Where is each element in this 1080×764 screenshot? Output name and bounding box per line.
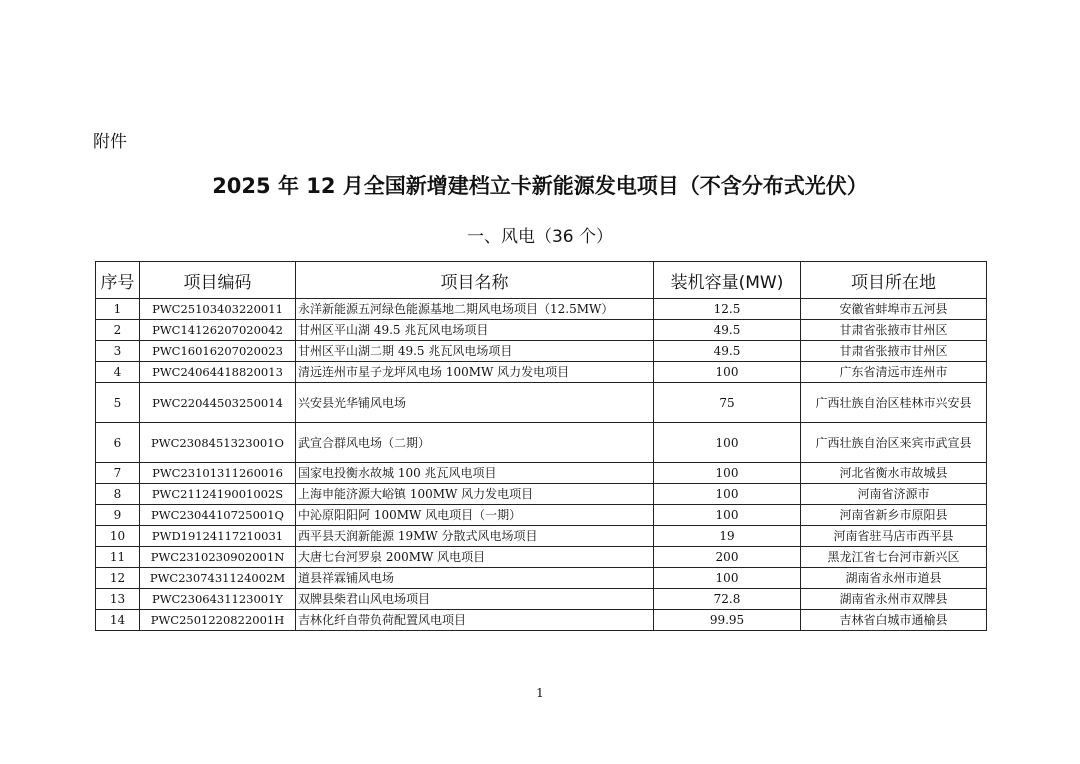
table-row bbox=[96, 299, 987, 320]
table-row bbox=[96, 547, 987, 568]
cell-serial-number: 10 bbox=[96, 526, 140, 547]
cell-location: 河北省衡水市故城县 bbox=[801, 463, 987, 484]
cell-capacity: 100 bbox=[654, 505, 801, 526]
cell-project-name: 大唐七台河罗泉 200MW 风电项目 bbox=[296, 547, 654, 568]
cell-serial-number: 12 bbox=[96, 568, 140, 589]
cell-project-code: PWC23101311260016 bbox=[140, 463, 296, 484]
cell-serial-number: 4 bbox=[96, 362, 140, 383]
cell-location: 甘肃省张掖市甘州区 bbox=[801, 320, 987, 341]
cell-location: 安徽省蚌埠市五河县 bbox=[801, 299, 987, 320]
table-row bbox=[96, 505, 987, 526]
cell-project-name: 清远连州市星子龙坪风电场 100MW 风力发电项目 bbox=[296, 362, 654, 383]
cell-project-name: 国家电投衡水故城 100 兆瓦风电项目 bbox=[296, 463, 654, 484]
table-row bbox=[96, 463, 987, 484]
cell-serial-number: 14 bbox=[96, 610, 140, 631]
cell-project-code: PWC2307431124002M bbox=[140, 568, 296, 589]
table-row bbox=[96, 589, 987, 610]
cell-capacity: 19 bbox=[654, 526, 801, 547]
cell-project-name: 甘州区平山湖 49.5 兆瓦风电场项目 bbox=[296, 320, 654, 341]
cell-serial-number: 8 bbox=[96, 484, 140, 505]
section-title: 一、风电（36 个） bbox=[466, 227, 614, 247]
document-title: 2025 年 12 月全国新增建档立卡新能源发电项目（不含分布式光伏） bbox=[212, 174, 868, 198]
cell-project-code: PWC2501220822001H bbox=[140, 610, 296, 631]
cell-location: 湖南省永州市道县 bbox=[801, 568, 987, 589]
cell-capacity: 75 bbox=[654, 383, 801, 423]
cell-project-code: PWC25103403220011 bbox=[140, 299, 296, 320]
cell-location: 广西壮族自治区桂林市兴安县 bbox=[801, 383, 987, 423]
cell-project-code: PWC2310230902001N bbox=[140, 547, 296, 568]
table-row bbox=[96, 423, 987, 463]
table-row bbox=[96, 362, 987, 383]
cell-capacity: 12.5 bbox=[654, 299, 801, 320]
cell-project-code: PWC2308451323001O bbox=[140, 423, 296, 463]
cell-project-code: PWC2112419001002S bbox=[140, 484, 296, 505]
table-row bbox=[96, 383, 987, 423]
header-location: 项目所在地 bbox=[801, 262, 987, 299]
cell-capacity: 100 bbox=[654, 362, 801, 383]
cell-serial-number: 11 bbox=[96, 547, 140, 568]
cell-project-name: 永洋新能源五河绿色能源基地二期风电场项目（12.5MW） bbox=[296, 299, 654, 320]
cell-serial-number: 7 bbox=[96, 463, 140, 484]
table-header-row bbox=[96, 262, 987, 299]
cell-project-code: PWC22044503250014 bbox=[140, 383, 296, 423]
header-project-name: 项目名称 bbox=[296, 262, 654, 299]
cell-serial-number: 5 bbox=[96, 383, 140, 423]
header-project-code: 项目编码 bbox=[140, 262, 296, 299]
cell-serial-number: 2 bbox=[96, 320, 140, 341]
header-serial-number: 序号 bbox=[96, 262, 140, 299]
cell-project-name: 西平县天润新能源 19MW 分散式风电场项目 bbox=[296, 526, 654, 547]
cell-location: 甘肃省张掖市甘州区 bbox=[801, 341, 987, 362]
cell-capacity: 100 bbox=[654, 568, 801, 589]
cell-serial-number: 6 bbox=[96, 423, 140, 463]
cell-capacity: 99.95 bbox=[654, 610, 801, 631]
cell-capacity: 100 bbox=[654, 463, 801, 484]
cell-location: 湖南省永州市双牌县 bbox=[801, 589, 987, 610]
table-row bbox=[96, 610, 987, 631]
cell-capacity: 72.8 bbox=[654, 589, 801, 610]
cell-project-name: 甘州区平山湖二期 49.5 兆瓦风电场项目 bbox=[296, 341, 654, 362]
cell-location: 河南省济源市 bbox=[801, 484, 987, 505]
cell-project-name: 中沁原阳阳阿 100MW 风电项目（一期） bbox=[296, 505, 654, 526]
table-row bbox=[96, 484, 987, 505]
table-row bbox=[96, 320, 987, 341]
cell-project-code: PWD19124117210031 bbox=[140, 526, 296, 547]
cell-serial-number: 3 bbox=[96, 341, 140, 362]
table-row bbox=[96, 526, 987, 547]
cell-project-code: PWC16016207020023 bbox=[140, 341, 296, 362]
cell-serial-number: 13 bbox=[96, 589, 140, 610]
cell-capacity: 49.5 bbox=[654, 320, 801, 341]
cell-project-name: 吉林化纤自带负荷配置风电项目 bbox=[296, 610, 654, 631]
cell-serial-number: 9 bbox=[96, 505, 140, 526]
cell-project-name: 双牌县柴君山风电场项目 bbox=[296, 589, 654, 610]
cell-capacity: 100 bbox=[654, 484, 801, 505]
cell-capacity: 200 bbox=[654, 547, 801, 568]
cell-serial-number: 1 bbox=[96, 299, 140, 320]
cell-project-code: PWC2304410725001Q bbox=[140, 505, 296, 526]
cell-project-name: 道县祥霖铺风电场 bbox=[296, 568, 654, 589]
cell-location: 广东省清远市连州市 bbox=[801, 362, 987, 383]
cell-project-code: PWC14126207020042 bbox=[140, 320, 296, 341]
cell-project-name: 兴安县光华铺风电场 bbox=[296, 383, 654, 423]
cell-location: 河南省新乡市原阳县 bbox=[801, 505, 987, 526]
table-row bbox=[96, 568, 987, 589]
cell-location: 吉林省白城市通榆县 bbox=[801, 610, 987, 631]
cell-capacity: 100 bbox=[654, 423, 801, 463]
cell-location: 黑龙江省七台河市新兴区 bbox=[801, 547, 987, 568]
attachment-label: 附件 bbox=[93, 132, 127, 152]
cell-location: 河南省驻马店市西平县 bbox=[801, 526, 987, 547]
cell-location: 广西壮族自治区来宾市武宣县 bbox=[801, 423, 987, 463]
wind-projects-table bbox=[95, 261, 987, 631]
cell-capacity: 49.5 bbox=[654, 341, 801, 362]
cell-project-code: PWC2306431123001Y bbox=[140, 589, 296, 610]
page-number: 1 bbox=[536, 686, 544, 700]
cell-project-name: 武宣合群风电场（二期） bbox=[296, 423, 654, 463]
cell-project-code: PWC24064418820013 bbox=[140, 362, 296, 383]
table-row bbox=[96, 341, 987, 362]
header-capacity: 装机容量(MW) bbox=[654, 262, 801, 299]
cell-project-name: 上海申能济源大峪镇 100MW 风力发电项目 bbox=[296, 484, 654, 505]
